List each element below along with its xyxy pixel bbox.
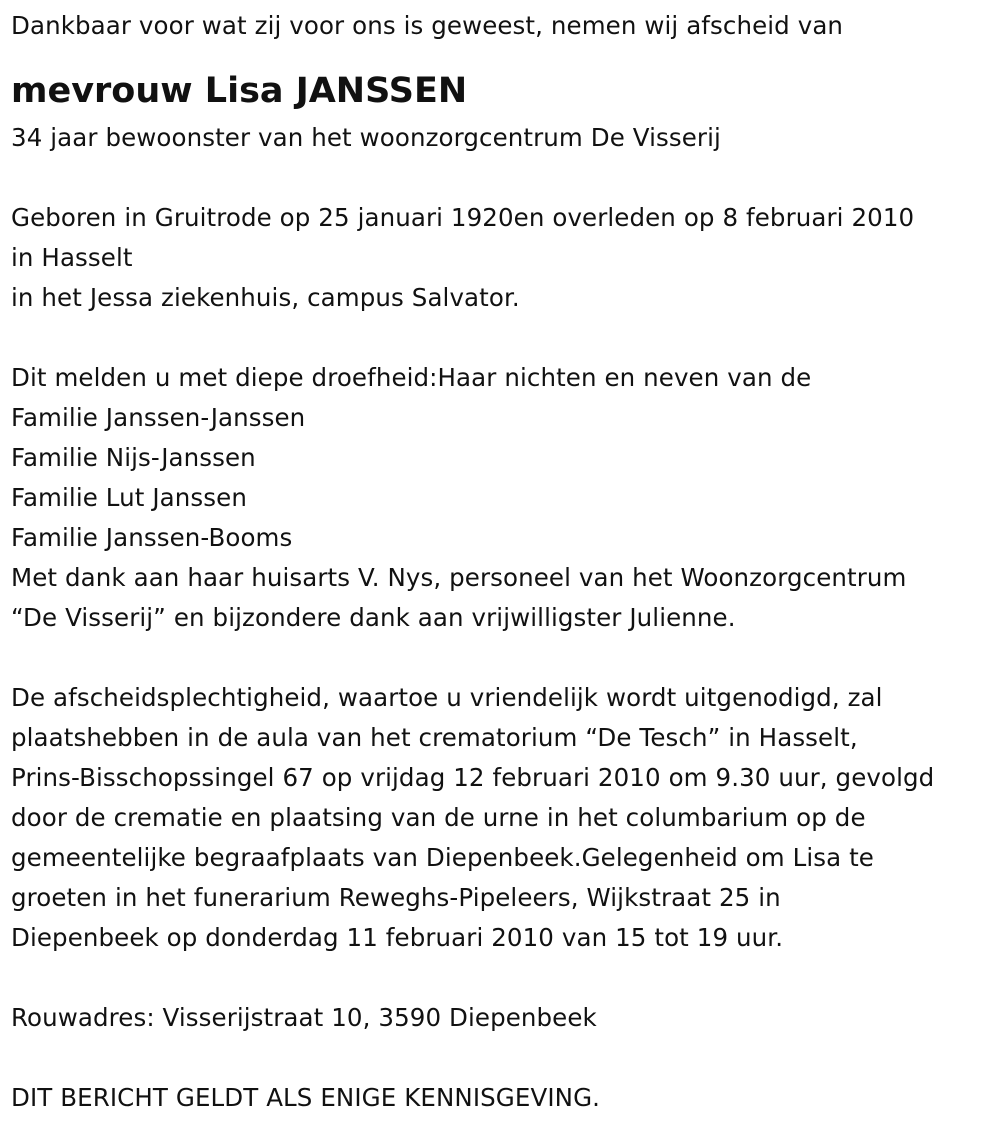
- ceremony-line: door de crematie en plaatsing van de urne in het columbarium op de: [11, 803, 866, 832]
- birth-line: in het Jessa ziekenhuis, campus Salvator.: [11, 283, 520, 312]
- notice-text: DIT BERICHT GELDT ALS ENIGE KENNISGEVING.: [11, 1083, 601, 1112]
- thanks-line: “De Visserij” en bijzondere dank aan vrijwilligster Julienne.: [11, 603, 736, 632]
- thanks-line: Met dank aan haar huisarts V. Nys, personeel van het Woonzorgcentrum: [11, 563, 907, 592]
- family-item: Familie Janssen-Janssen: [11, 403, 306, 432]
- intro-text: Dankbaar voor wat zij voor ons is geweest, nemen wij afscheid van: [11, 11, 844, 40]
- ceremony-line: Prins-Bisschopssingel 67 op vrijdag 12 februari 2010 om 9.30 uur, gevolgd: [11, 763, 935, 792]
- mourning-address: Rouwadres: Visserijstraat 10, 3590 Diepenbeek: [11, 1003, 597, 1032]
- spacer: [11, 318, 1000, 358]
- spacer: [11, 638, 1000, 678]
- ceremony-line: De afscheidsplechtigheid, waartoe u vriendelijk wordt uitgenodigd, zal: [11, 683, 883, 712]
- ceremony-line: Diepenbeek op donderdag 11 februari 2010 van 15 tot 19 uur.: [11, 923, 784, 952]
- ceremony-line: groeten in het funerarium Reweghs-Pipeleers, Wijkstraat 25 in: [11, 883, 781, 912]
- deceased-name: mevrouw Lisa JANSSEN: [11, 71, 468, 111]
- spacer: [11, 958, 1000, 998]
- announcers-intro: Dit melden u met diepe droefheid:Haar nichten en neven van de: [11, 363, 812, 392]
- spacer: [11, 1038, 1000, 1078]
- birth-line: Geboren in Gruitrode op 25 januari 1920en overleden op 8 februari 2010: [11, 203, 915, 232]
- birth-line: in Hasselt: [11, 243, 133, 272]
- ceremony-line: gemeentelijke begraafplaats van Diepenbeek.Gelegenheid om Lisa te: [11, 843, 874, 872]
- spacer: [11, 158, 1000, 198]
- family-item: Familie Lut Janssen: [11, 483, 247, 512]
- subtitle-text: 34 jaar bewoonster van het woonzorgcentrum De Visserij: [11, 123, 721, 152]
- ceremony-line: plaatshebben in de aula van het crematorium “De Tesch” in Hasselt,: [11, 723, 858, 752]
- family-item: Familie Janssen-Booms: [11, 523, 293, 552]
- family-item: Familie Nijs-Janssen: [11, 443, 256, 472]
